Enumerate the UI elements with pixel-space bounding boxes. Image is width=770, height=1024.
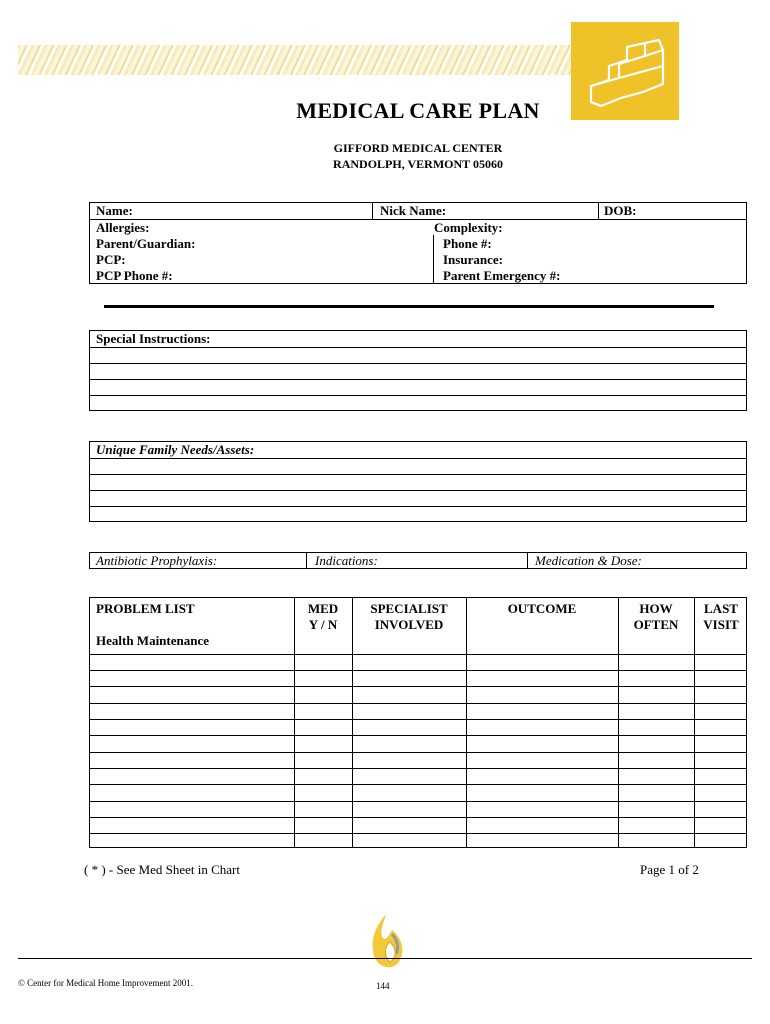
indications-field[interactable]: Indications:	[315, 553, 378, 568]
writing-line[interactable]	[90, 506, 746, 507]
insurance-field[interactable]: Insurance:	[443, 252, 503, 267]
patient-info-box	[89, 202, 747, 284]
table-row[interactable]	[90, 752, 746, 753]
writing-line[interactable]	[90, 474, 746, 475]
writing-line[interactable]	[90, 363, 746, 364]
writing-line[interactable]	[90, 395, 746, 396]
dob-field[interactable]: DOB:	[604, 203, 637, 218]
copyright: © Center for Medical Home Improvement 2001.	[18, 978, 194, 988]
divider	[598, 203, 599, 219]
writing-line[interactable]	[90, 347, 746, 348]
writing-line[interactable]	[90, 458, 746, 459]
parent-emergency-field[interactable]: Parent Emergency #:	[443, 268, 561, 283]
complexity-field[interactable]: Complexity:	[434, 220, 503, 235]
col-divider	[618, 598, 619, 847]
col-problem-list: PROBLEM LIST	[96, 601, 195, 616]
table-row[interactable]	[90, 670, 746, 671]
writing-line[interactable]	[90, 490, 746, 491]
footer-rule	[18, 958, 752, 959]
medication-dose-field[interactable]: Medication & Dose:	[535, 553, 642, 568]
table-row[interactable]	[90, 686, 746, 687]
table-row[interactable]	[90, 833, 746, 834]
col-divider	[466, 598, 467, 847]
section-separator	[104, 305, 714, 308]
flame-logo	[366, 912, 408, 974]
table-row[interactable]	[90, 784, 746, 785]
divider	[372, 203, 373, 219]
parent-guardian-field[interactable]: Parent/Guardian:	[96, 236, 196, 251]
pcp-field[interactable]: PCP:	[96, 252, 126, 267]
phone-field[interactable]: Phone #:	[443, 236, 492, 251]
table-row[interactable]	[90, 654, 746, 655]
col-divider	[694, 598, 695, 847]
org-name: GIFFORD MEDICAL CENTER	[333, 141, 503, 155]
antibiotic-prophylaxis-field[interactable]: Antibiotic Prophylaxis:	[96, 553, 218, 568]
table-row[interactable]	[90, 817, 746, 818]
col-divider	[352, 598, 353, 847]
table-row[interactable]	[90, 801, 746, 802]
writing-line[interactable]	[90, 379, 746, 380]
page-number: 144	[376, 981, 390, 991]
org-address: RANDOLPH, VERMONT 05060	[333, 157, 503, 171]
divider	[433, 235, 434, 283]
pcp-phone-field[interactable]: PCP Phone #:	[96, 268, 173, 283]
family-needs-label: Unique Family Needs/Assets:	[96, 442, 255, 457]
divider	[306, 553, 307, 568]
table-row[interactable]	[90, 703, 746, 704]
divider	[90, 219, 746, 220]
page-indicator: Page 1 of 2	[640, 862, 699, 877]
family-needs-box	[89, 441, 747, 522]
page-title: MEDICAL CARE PLAN	[296, 98, 540, 123]
col-specialist: SPECIALIST INVOLVED	[370, 601, 448, 632]
nick-name-field[interactable]: Nick Name:	[380, 203, 447, 218]
med-sheet-note: ( * ) - See Med Sheet in Chart	[84, 862, 240, 877]
health-maintenance-label: Health Maintenance	[96, 633, 210, 648]
allergies-field[interactable]: Allergies:	[96, 220, 150, 235]
col-outcome: OUTCOME	[507, 601, 577, 616]
table-row[interactable]	[90, 719, 746, 720]
antibiotic-row	[89, 552, 747, 569]
problem-list-table	[89, 597, 747, 848]
col-last-visit: LAST VISIT	[703, 601, 739, 632]
col-how-often: HOW OFTEN	[633, 601, 679, 632]
decorative-banner	[18, 45, 584, 75]
col-med: MED Y / N	[307, 601, 339, 632]
special-instructions-box	[89, 330, 747, 411]
divider	[527, 553, 528, 568]
table-row[interactable]	[90, 768, 746, 769]
special-instructions-label: Special Instructions:	[96, 331, 211, 346]
name-field[interactable]: Name:	[96, 203, 133, 218]
table-row[interactable]	[90, 735, 746, 736]
col-divider	[294, 598, 295, 847]
